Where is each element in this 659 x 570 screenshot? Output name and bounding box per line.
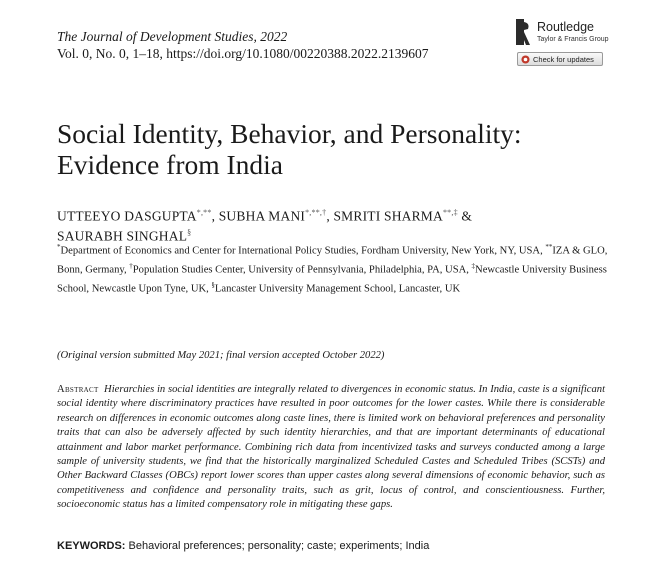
author-separator: & [457,208,473,224]
author-name: SMRITI SHARMA [333,208,443,224]
affiliations [57,240,617,297]
affil-text: Population Studies Center, University of Pennsylvania, Philadelphia, PA, USA, [132,264,472,276]
keywords-label: KEYWORDS: [57,540,126,552]
affil-mark: ** [545,243,553,251]
check-for-updates-label: Check for updates [533,54,594,64]
author-separator: , [326,208,334,224]
author-marks: § [187,227,192,237]
keywords [57,540,429,552]
submission-dates: (Original version submitted May 2021; final version accepted October 2022) [57,350,385,361]
abstract [57,383,605,513]
affil-text: Lancaster University Management School, Lancaster, UK [214,283,461,295]
author-list [57,205,617,244]
journal-name: The Journal of Development Studies, 2022 [57,29,288,44]
publisher-name: Routledge [537,20,594,34]
author-separator: , [211,208,219,224]
affil-mark: * [57,243,61,251]
title-line-1: Social Identity, Behavior, and Personality: [57,118,522,149]
affil-mark: ‡ [471,262,476,271]
author-name: SAURABH SINGHAL [57,228,188,243]
publisher-subtitle: Taylor & Francis Group [537,36,609,43]
volume-doi: Vol. 0, No. 0, 1–18, https://doi.org/10.1080/00220388.2022.2139607 [57,46,429,61]
author-name: SUBHA MANI [218,208,306,224]
keywords-text: Behavioral preferences; personality; caste; experiments; India [128,540,430,552]
abstract-text: Hierarchies in social identities are integrally related to divergences in economic status. In India, caste is a significant social identity where discriminatory practices have resulted in poor outcomes for the lower castes. While there is considerable research on differences in economic outcomes along caste lines, there is limited work on behavioral preferences and personality traits that can also be adversely affected by such identity hierarchies, and that are important determinants of educational attainment and labor market performance. Combining rich data from incentivized tasks and surveys conducted among a large sample of university students, we find that the historically marginalized Scheduled Castes and Scheduled Tribes (SCSTs) and Other Backward Classes (OBCs) report lower scores than upper castes along several dimensions of economic behavior, such as competitiveness and confidence and personality traits, such as grit, locus of control, and conscientiousness. Further, socioeconomic status has a limited compensatory role in mitigating these gaps. [57,384,606,511]
affil-text: IZA & GLO, Bonn, Germany, [57,245,608,276]
affil-text: Newcastle University Business School, Newcastle Upon Tyne, UK, [57,264,607,295]
affil-mark: § [211,281,215,290]
title-line-2: Evidence from India [57,149,284,180]
paper-title [57,118,617,180]
publisher-logo [515,18,645,50]
routledge-logo-icon [515,18,531,46]
author-marks: **,‡ [442,208,458,217]
author-marks: *,** [196,208,212,217]
affil-mark: † [129,262,133,271]
affil-text: Department of Economics and Center for International Policy Studies, Fordham University, New York, NY, USA, [60,245,546,257]
check-for-updates-button[interactable] [517,52,603,66]
author-name: UTTEEYO DASGUPTA [57,208,197,224]
author-marks: *,**,† [305,208,327,217]
check-updates-icon [521,55,530,64]
abstract-label: Abstract [57,384,99,395]
